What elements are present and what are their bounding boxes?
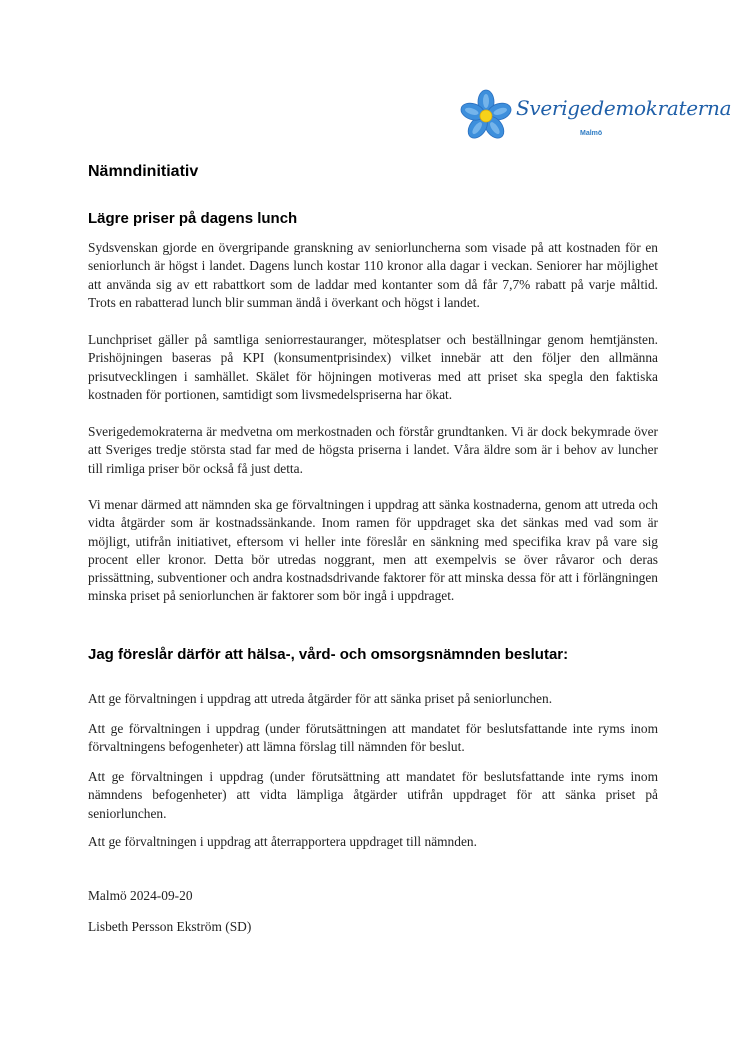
proposal-item: Att ge förvaltningen i uppdrag att utreda åtgärder för att sänka priset på seniorlunchen. [88,691,553,706]
paragraph: Sydsvenskan gjorde en övergripande granskning av seniorluncherna som visade på att kostnaden för en seniorlunch är högst i landet. Dagens lunch kostar 110 kronor alla dagar i veckan. Seniorer har möjlighet att använda sig av ett rabattkort som de laddar med kontanter som då får 7,7% rabatt på varje måltid. Trots en rabatterad lunch blir summan ändå i överkant och högst i landet. [88,240,658,310]
section-heading: Lägre priser på dagens lunch [88,210,298,227]
proposal-heading: Jag föreslår därför att hälsa-, vård- och omsorgsnämnden beslutar: [88,646,569,663]
flower-icon [458,88,514,144]
party-logo [458,86,732,148]
logo-wordmark: Sverigedemokraterna [516,96,732,120]
paragraph: Sverigedemokraterna är medvetna om merkostnaden och förstår grundtanken. Vi är dock bekymrade över att Sveriges tredje största stad far med de högsta priserna i landet. Våra äldre som är i behov av luncher till rimliga priser bör också få just detta. [88,424,658,476]
proposal-item: Att ge förvaltningen i uppdrag (under förutsättning att mandatet för beslutsfattande inte ryms inom nämndens befogenheter) att vidta lämpliga åtgärder utifrån uppdraget för att sänka priset på seniorlunchen. [88,769,658,821]
paragraph: Lunchpriset gäller på samtliga seniorrestauranger, mötesplatser och beställningar genom hemtjänsten. Prishöjningen baseras på KPI (konsumentprisindex) vilket innebär att den följer den allmänna prisutvecklingen i samhället. Skälet för höjningen motiveras med att priset ska spegla den faktiska kostnaden för portionen, samtidigt som livsmedelspriserna har ökat. [88,332,658,402]
logo-city: Malmö [580,130,603,137]
place-date: Malmö 2024-09-20 [88,888,193,903]
paragraph: Vi menar därmed att nämnden ska ge förvaltningen i uppdrag att sänka kostnaderna, genom att utreda och vidta åtgärder som är kostnadssänkande. Inom ramen för uppdraget ska det sänkas med vad som är möjligt, utifrån initiativet, eftersom vi heller inte föreslår en sänkning med specifika krav på vare sig procent eller kronor. Detta bör utredas noggrant, men att exempelvis se över råvaror och deras prissättning, subventioner och andra kostnadsdrivande faktorer för att minska dessa för att i förlängningen minska priset på seniorlunchen är faktorer som bör ingå i uppdraget. [88,497,658,604]
proposal-item: Att ge förvaltningen i uppdrag att återrapportera uppdraget till nämnden. [88,834,477,849]
proposal-item: Att ge förvaltningen i uppdrag (under förutsättningen att mandatet för beslutsfattande inte ryms inom förvaltningens befogenheter) att lämna förslag till nämnden för beslut. [88,721,658,755]
document-title: Nämndinitiativ [88,163,199,180]
signature: Lisbeth Persson Ekström (SD) [88,919,252,934]
